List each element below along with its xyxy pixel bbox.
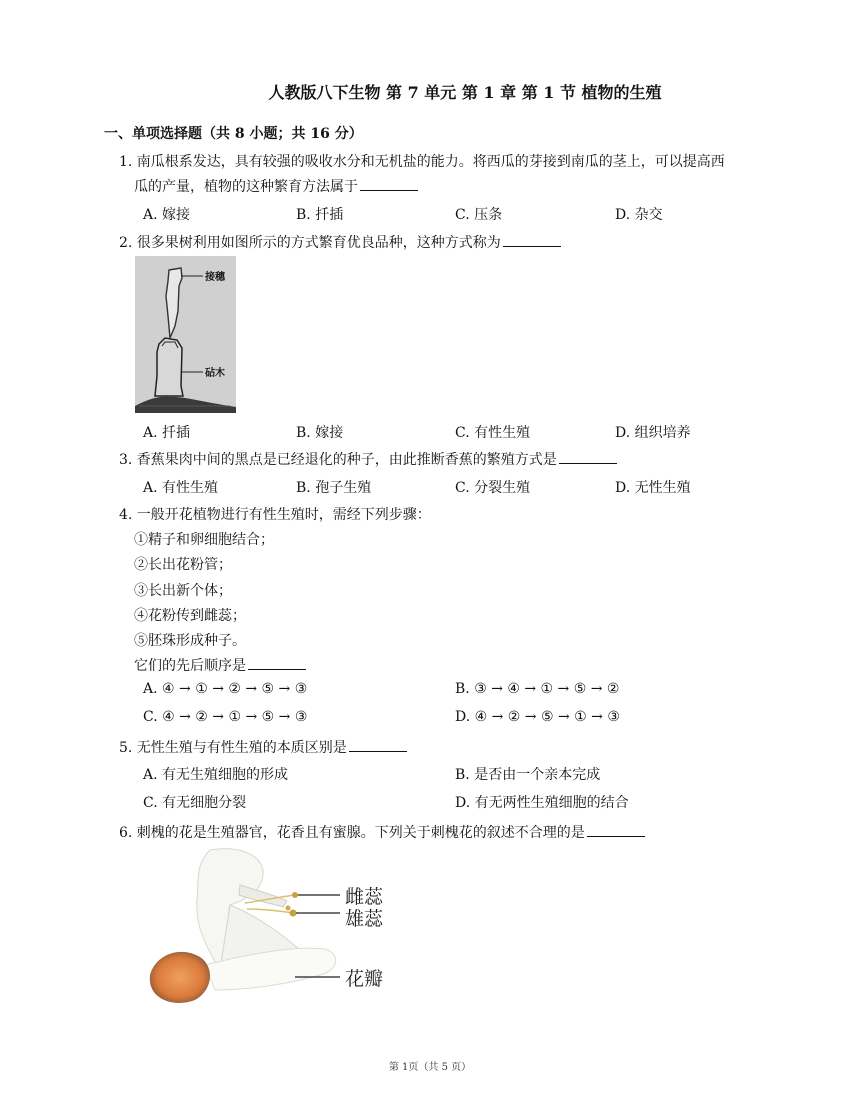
- question-2-option-d: D. 组织培养: [615, 425, 691, 441]
- question-2-option-b: B. 嫁接: [296, 425, 344, 441]
- answer-blank: [587, 822, 645, 837]
- question-4-step-2: ②长出花粉管；: [134, 557, 232, 573]
- locust-flower-figure: [135, 845, 415, 1010]
- question-5-option-c: C. 有无细胞分裂: [143, 795, 247, 811]
- question-4-step-4: ④花粉传到雌蕊；: [134, 608, 246, 624]
- question-4-option-b: B. ③ → ④ → ① → ⑤ → ②: [455, 681, 620, 697]
- question-4-option-a: A. ④ → ① → ② → ⑤ → ③: [143, 681, 308, 697]
- question-3-option-d: D. 无性生殖: [615, 480, 691, 496]
- question-4-step-1: ①精子和卵细胞结合；: [134, 532, 274, 548]
- question-2-option-a: A. 扦插: [143, 425, 191, 441]
- question-1-option-b: B. 扦插: [296, 207, 344, 223]
- question-3-option-b: B. 孢子生殖: [296, 480, 372, 496]
- question-3-option-c: C. 分裂生殖: [455, 480, 531, 496]
- question-3-option-a: A. 有性生殖: [143, 480, 219, 496]
- question-5-option-b: B. 是否由一个亲本完成: [455, 767, 601, 783]
- figure-label-rootstock: 砧木: [205, 368, 225, 379]
- page-footer: 第 1页（共 5 页）: [388, 1062, 472, 1073]
- grafting-illustration: [135, 256, 236, 413]
- question-5-option-a: A. 有无生殖细胞的形成: [143, 767, 289, 783]
- question-5-stem: 5. 无性生殖与有性生殖的本质区别是: [119, 735, 407, 761]
- figure-label-petal: 花瓣: [345, 968, 384, 990]
- figure-label-stamen: 雄蕊: [345, 908, 384, 930]
- question-4-tail: 它们的先后顺序是: [134, 653, 306, 679]
- question-4-step-5: ⑤胚珠形成种子。: [134, 633, 246, 649]
- question-2-option-c: C. 有性生殖: [455, 425, 531, 441]
- figure-label-pistil: 雌蕊: [345, 886, 384, 908]
- flower-illustration: [135, 845, 415, 1010]
- question-4-stem: 4. 一般开花植物进行有性生殖时，需经下列步骤：: [119, 507, 431, 523]
- answer-blank: [349, 737, 407, 752]
- question-3-stem: 3. 香蕉果肉中间的黑点是已经退化的种子，由此推断香蕉的繁殖方式是: [119, 447, 617, 473]
- grafting-figure: [135, 256, 236, 413]
- question-1-option-c: C. 压条: [455, 207, 503, 223]
- question-4-step-3: ③长出新个体；: [134, 583, 232, 599]
- answer-blank: [360, 176, 418, 191]
- question-1-option-d: D. 杂交: [615, 207, 663, 223]
- question-4-option-d: D. ④ → ② → ⑤ → ① → ③: [455, 709, 620, 725]
- section-title: 一、单项选择题（共 8 小题；共 16 分）: [104, 126, 363, 142]
- answer-blank: [248, 655, 306, 670]
- question-1-stem-line-2: 瓜的产量，植物的这种繁育方法属于: [134, 174, 418, 200]
- answer-blank: [559, 449, 617, 464]
- figure-label-scion: 接穗: [205, 272, 225, 283]
- page-title: 人教版八下生物 第 7 单元 第 1 章 第 1 节 植物的生殖: [268, 83, 662, 102]
- question-4-option-c: C. ④ → ② → ① → ⑤ → ③: [143, 709, 308, 725]
- question-5-option-d: D. 有无两性生殖细胞的结合: [455, 795, 629, 811]
- question-2-stem: 2. 很多果树利用如图所示的方式繁育优良品种，这种方式称为: [119, 230, 561, 256]
- answer-blank: [503, 232, 561, 247]
- question-1-option-a: A. 嫁接: [143, 207, 191, 223]
- question-1-stem-line-1: 1. 南瓜根系发达，具有较强的吸收水分和无机盐的能力。将西瓜的芽接到南瓜的茎上，可以提高西: [119, 154, 725, 170]
- question-6-stem: 6. 刺槐的花是生殖器官，花香且有蜜腺。下列关于刺槐花的叙述不合理的是: [119, 820, 645, 846]
